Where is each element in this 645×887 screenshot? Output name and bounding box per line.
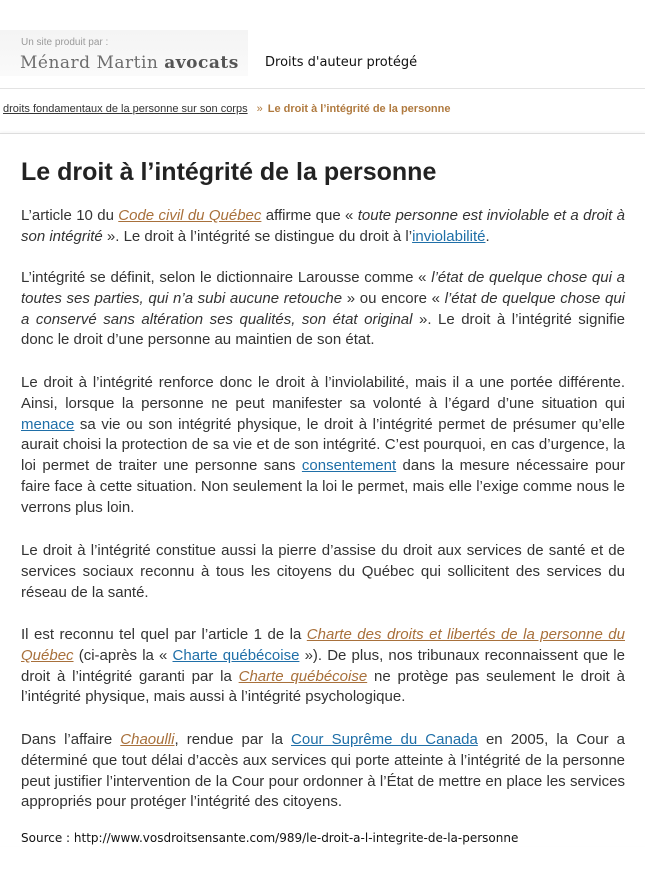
p2-text-b: » ou encore « — [342, 289, 445, 307]
link-consentement[interactable]: consentement — [301, 457, 397, 475]
link-chaoulli[interactable]: Chaoulli — [120, 731, 175, 748]
p5-text-a: Il est reconnu tel quel par l’article 1 de la — [21, 626, 307, 643]
p1-text-a: L’article 10 du — [21, 207, 119, 224]
p6-text-a: Dans l’affaire — [21, 731, 121, 748]
link-code-civil[interactable]: Code civil du Québec — [118, 207, 262, 224]
p5-text-c: »). De plus, nos tribunaux reconnaissent que le droit à l’intégrité garanti par la — [21, 646, 625, 685]
copyright-notice: Droits d'auteur protégé — [265, 55, 418, 70]
link-charte-quebecoise[interactable]: Charte québécoise — [172, 646, 300, 664]
p2-quote-1: l’état de quelque chose qui a toutes ses parties, qui n’a subi aucune retouche — [21, 269, 625, 307]
page-title: Le droit à l’intégrité de la personne — [21, 158, 437, 186]
p1-quote: toute personne est inviolable et a droit à son intégrité — [21, 207, 625, 245]
paragraph-4 — [21, 541, 625, 603]
breadcrumb-current: Le droit à l’intégrité de la personne — [267, 103, 451, 115]
article-content — [0, 133, 645, 846]
brand-name[interactable] — [20, 53, 239, 73]
p1-text-d: . — [485, 227, 490, 245]
breadcrumb-parent-link[interactable]: droits fondamentaux de la personne sur son corps — [3, 103, 248, 115]
paragraph-1 — [21, 206, 625, 248]
p5-text-b: (ci-après la « — [73, 646, 173, 664]
p4-text-a: Le droit à l’intégrité constitue aussi la pierre d’assise du droit aux services de santé et de services sociaux reconnu à tous les citoyens du Québec qui sollicitent des services du réseau de la santé. — [21, 542, 625, 601]
p1-text-c: ». Le droit à l’intégrité se distingue du droit à l’ — [102, 227, 413, 245]
p6-text-c: en 2005, la Cour a déterminé que tout délai d’accès aux services qui porte atteinte à l’intégrité de la personne peut justifier l’intervention de la Cour pour ordonner à l’État de mettre en place les services appropriés pour protéger l’intégrité des citoyens. — [21, 731, 626, 811]
p2-text-a: L’intégrité se définit, selon le dictionnaire Larousse comme « — [21, 269, 432, 286]
link-charte-quebecoise-2[interactable]: Charte québécoise — [238, 667, 368, 685]
paragraph-6 — [21, 730, 625, 813]
site-header — [0, 0, 645, 88]
paragraph-2 — [21, 268, 625, 351]
site-by-label: Un site produit par : — [21, 37, 109, 48]
breadcrumb — [3, 103, 450, 115]
p2-quote-2: l’état de quelque chose qui a conservé sans altération ses qualités, son état original — [21, 289, 625, 328]
p5-text-d: ne protège pas seulement le droit à l’intégrité physique, mais aussi à l’intégrité psychologique. — [21, 667, 625, 706]
paragraph-3 — [21, 373, 625, 519]
p2-text-c: ». Le droit à l’intégrité signifie donc le droit d’une personne au maintien de son état. — [21, 310, 625, 349]
p1-text-b: affirme que « — [261, 207, 358, 224]
p3-text-b: sa vie ou son intégrité physique, le droit à l’intégrité permet de présumer qu’elle aurait choisi la protection de sa vie et de son intégrité. C’est pourquoi, en cas d’urgence, la loi permet de traiter une personne sans — [21, 415, 625, 475]
link-inviolabilite[interactable]: inviolabilité — [412, 227, 486, 245]
p6-text-b: , rendue par la — [174, 731, 292, 748]
link-charte-droits-libertes[interactable]: Charte des droits et libertés de la personne du Québec — [21, 626, 625, 664]
brand-suffix: avocats — [164, 53, 239, 73]
header-divider — [0, 88, 645, 89]
p3-text-a: Le droit à l’intégrité renforce donc le droit à l’inviolabilité, mais il a une portée différente. Ainsi, lorsque la personne ne peut manifester sa volonté à l’égard d’une situation qui — [21, 374, 625, 412]
source-citation: Source : http://www.vosdroitsensante.com/989/le-droit-a-l-integrite-de-la-personne — [21, 831, 519, 845]
paragraph-5 — [21, 625, 625, 708]
p3-text-c: dans la mesure nécessaire pour faire face à cette situation. Non seulement la loi le permet, mais elle l’exige comme nous le verrons plus loin. — [21, 457, 626, 516]
link-menace[interactable]: menace — [21, 415, 75, 433]
brand-name-text: Ménard Martin — [20, 53, 159, 73]
link-cour-supreme[interactable]: Cour Suprême du Canada — [291, 731, 478, 748]
breadcrumb-separator: » — [256, 103, 263, 115]
